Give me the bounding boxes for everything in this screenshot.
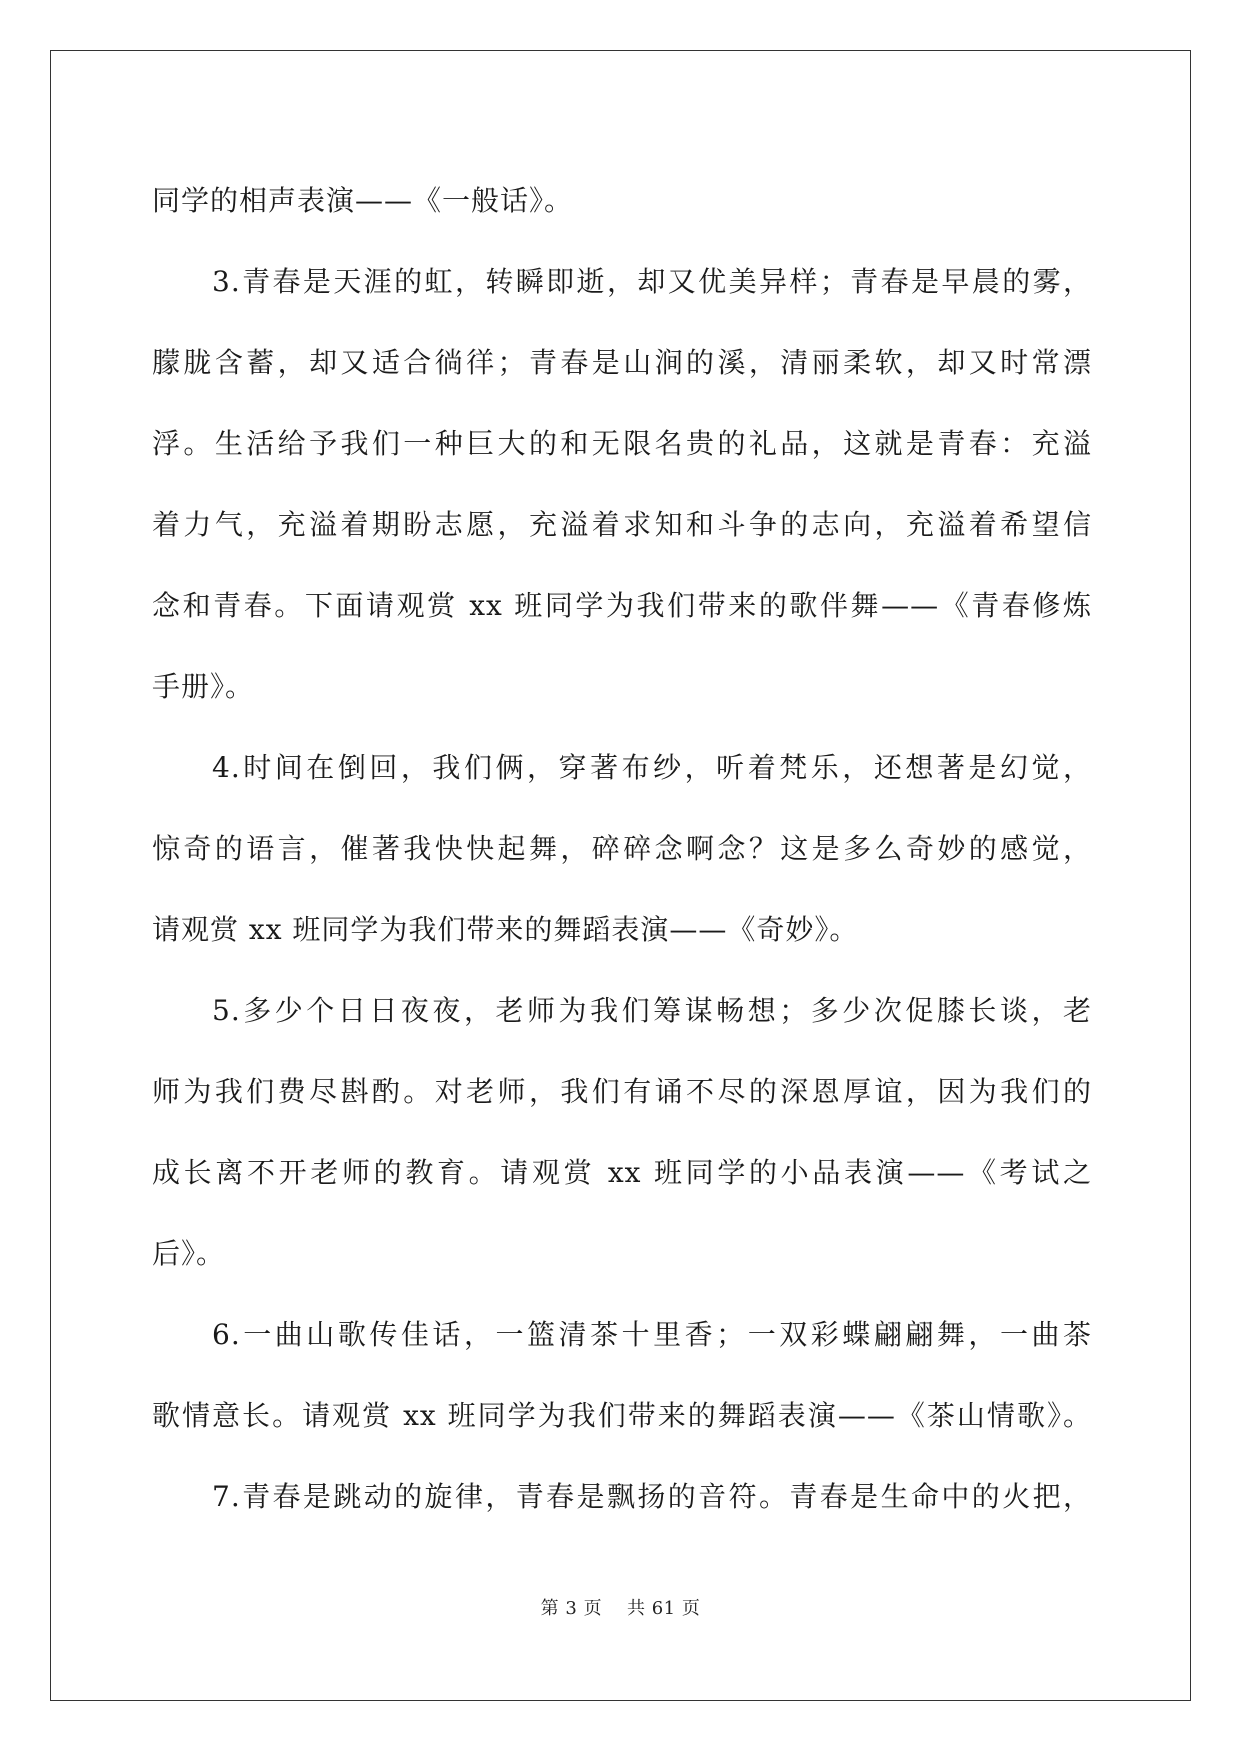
text-line: 念和青春。下面请观赏 xx 班同学为我们带来的歌伴舞——《青春修炼 <box>152 589 1092 622</box>
footer-gap <box>602 1598 627 1619</box>
text-line: 5.多少个日日夜夜，老师为我们筹谋畅想；多少次促膝长谈，老 <box>212 994 1092 1027</box>
text-line: 7.青春是跳动的旋律，青春是飘扬的音符。青春是生命中的火把， <box>212 1480 1092 1513</box>
document-body <box>152 160 1092 1537</box>
page-total: 共 61 页 <box>626 1598 701 1619</box>
page-number: 第 3 页 <box>540 1598 603 1619</box>
text-line: 浮。生活给予我们一种巨大的和无限名贵的礼品，这就是青春：充溢 <box>152 427 1092 460</box>
text-line: 同学的相声表演——《一般话》。 <box>152 184 574 217</box>
text-line: 6.一曲山歌传佳话，一篮清茶十里香；一双彩蝶翩翩舞，一曲茶 <box>212 1318 1092 1351</box>
page-footer <box>0 1594 1241 1620</box>
text-line: 手册》。 <box>152 670 255 703</box>
text-line: 歌情意长。请观赏 xx 班同学为我们带来的舞蹈表演——《茶山情歌》。 <box>152 1399 1092 1432</box>
text-line: 3.青春是天涯的虹，转瞬即逝，却又优美异样；青春是早晨的雾， <box>212 265 1092 298</box>
text-line: 师为我们费尽斟酌。对老师，我们有诵不尽的深恩厚谊，因为我们的 <box>152 1075 1092 1108</box>
text-line: 着力气，充溢着期盼志愿，充溢着求知和斗争的志向，充溢着希望信 <box>152 508 1092 541</box>
text-line: 后》。 <box>152 1237 226 1270</box>
text-line: 请观赏 xx 班同学为我们带来的舞蹈表演——《奇妙》。 <box>152 913 859 946</box>
text-line: 4.时间在倒回，我们俩，穿著布纱，听着梵乐，还想著是幻觉， <box>212 751 1092 784</box>
text-line: 惊奇的语言，催著我快快起舞，碎碎念啊念？这是多么奇妙的感觉， <box>152 832 1092 865</box>
text-line: 朦胧含蓄，却又适合徜徉；青春是山涧的溪，清丽柔软，却又时常漂 <box>152 346 1092 379</box>
text-line: 成长离不开老师的教育。请观赏 xx 班同学的小品表演——《考试之 <box>152 1156 1092 1189</box>
